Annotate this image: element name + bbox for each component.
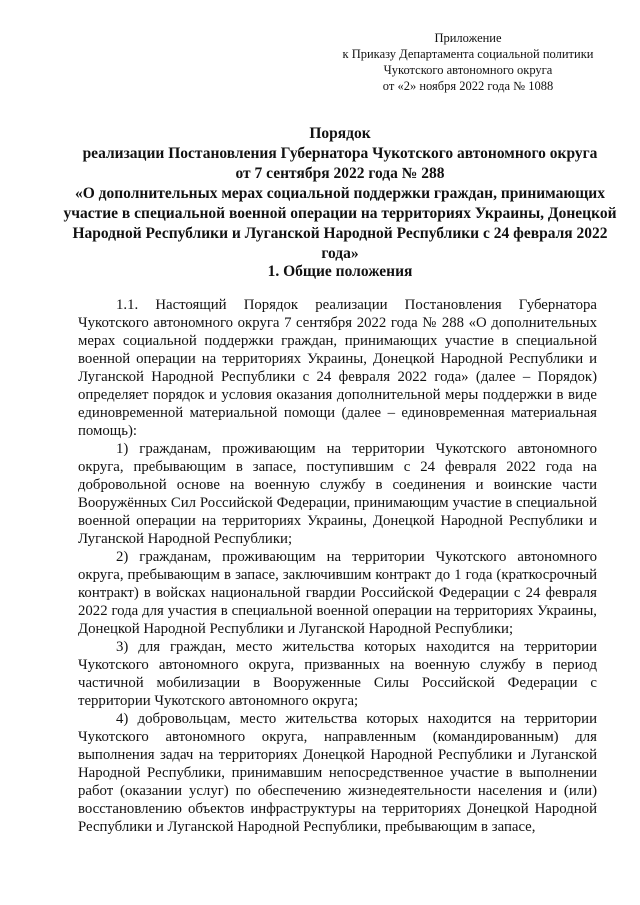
section-heading: 1. Общие положения (267, 263, 413, 280)
paragraph-item-1: 1) гражданам, проживающим на территории Чукотского автономного округа, пребывающим в запасе, поступившим с 24 февраля 2022 года на добровольной основе на военную службу в соединения и воинские части Вооружённых Сил Российской Федерации, принимающим участие в специальной военной операции на территориях Украины, Донецкой Народной Республики и Луганской Народной Республики; (78, 441, 597, 547)
paragraph-item-3: 3) для граждан, место жительства которых находится на территории Чукотского автономного округа, призванных на военную службу в период частичной мобилизации в Вооруженные Силы Российской Федерации с территории Чукотского автономного округа; (78, 639, 597, 709)
appendix-line-4: от «2» ноября 2022 года № 1088 (382, 79, 554, 93)
paragraph-item-4: 4) добровольцам, место жительства которых находится на территории Чукотского автономного округа, направленным (командированным) для выполнения задач на территориях Донецкой Народной Республики и Луганской Народной Республики, принимавшим непосредственное участие в выполнении работ (оказании услуг) по обеспечению жизнедеятельности населения и (или) восстановлению объектов инфраструктуры на территориях Донецкой Народной Республики и Луганской Народной Республики, пребывающим в запасе, (78, 711, 597, 835)
document-body (78, 296, 597, 836)
appendix-header (318, 30, 618, 94)
appendix-line-1: Приложение (434, 31, 502, 45)
title-line-3: от 7 сентября 2022 года № 288 (235, 165, 445, 182)
title-line-2: реализации Постановления Губернатора Чукотского автономного округа (82, 145, 598, 162)
title-line-4: «О дополнительных мерах социальной поддержки граждан, принимающих участие в специальной военной операции на территориях Украины, Донецкой Народной Республики и Луганской Народной Республики с 24 февраля 2022 года» (63, 185, 617, 262)
appendix-line-2: к Приказу Департамента социальной политики (342, 47, 594, 61)
title-line-1: Порядок (309, 125, 371, 142)
document-title (60, 124, 620, 264)
paragraph-1-1: 1.1. Настоящий Порядок реализации Постановления Губернатора Чукотского автономного округа 7 сентября 2022 года № 288 «О дополнительных мерах социальной поддержки граждан, принимающих участие в специальной военной операции на территориях Украины, Донецкой Народной Республики и Луганской Народной Республики с 24 февраля 2022 года» (далее – Порядок) определяет порядок и условия оказания дополнительной меры поддержки в виде единовременной материальной помощи (далее – единовременная материальная помощь): (78, 297, 597, 439)
paragraph-item-2: 2) гражданам, проживающим на территории Чукотского автономного округа, пребывающим в запасе, заключившим контракт до 1 года (краткосрочный контракт) в войсках национальной гвардии Российской Федерации с 24 февраля 2022 года для участия в специальной военной операции на территориях Украины, Донецкой Народной Республики и Луганской Народной Республики; (78, 549, 597, 637)
appendix-line-3: Чукотского автономного округа (383, 63, 553, 77)
